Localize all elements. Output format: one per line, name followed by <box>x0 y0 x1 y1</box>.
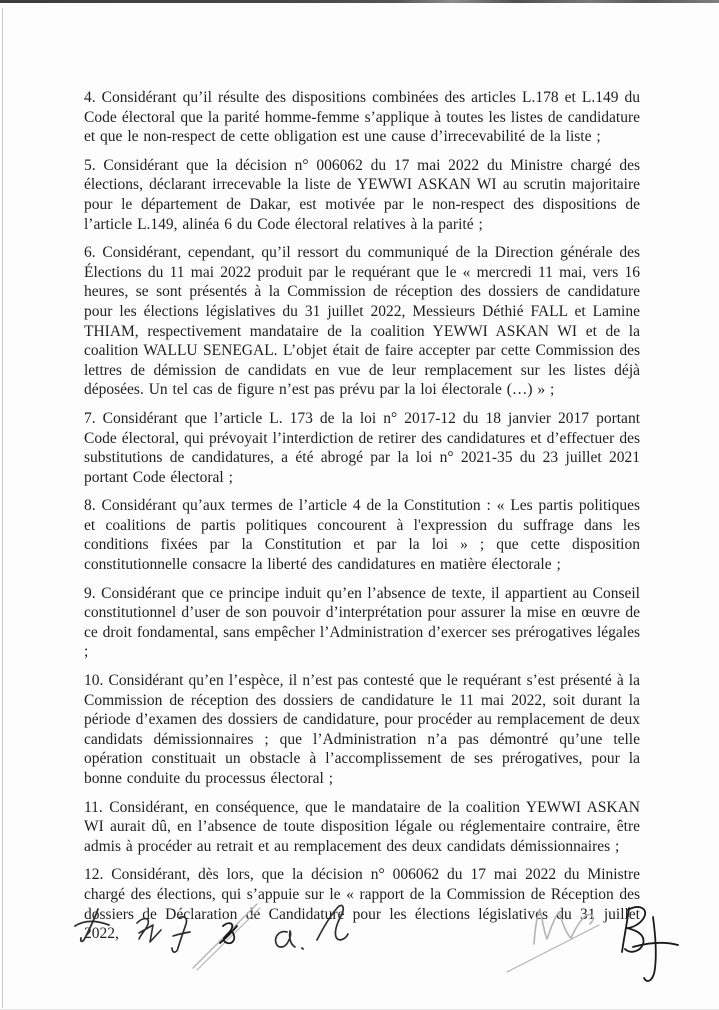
paragraph-considerant-10: 10. Considérant qu’en l’espèce, il n’est pas contesté que le requérant s’est présenté à la Commission de réception des dossiers de candidature le 11 mai 2022, soit durant la période d’examen des dossiers de candidature, pour procéder au remplacement de deux candidats démissionnaires ; que l’Administration n’a pas démontré qu’une telle opération constituait un obstacle à l’accomplissement de ses prérogatives, pour la bonne conduite du processus électoral ; <box>84 672 640 787</box>
paragraph-considerant-6: 6. Considérant, cependant, qu’il ressort du communiqué de la Direction générale des Élections du 11 mai 2022 produit par le requérant que le « mercredi 11 mai, vers 16 heures, se sont présentés à la Commission de réception des dossiers de candidature pour les élections législatives du 31 juillet 2022, Messieurs Déthié FALL et Lamine THIAM, respectivement mandataire de la coalition YEWWI ASKAN WI et de la coalition WALLU SENEGAL. L’objet était de faire accepter par cette Commission des lettres de démission de candidats en vue de leur remplacement sur les listes déjà déposées. Un tel cas de figure n’est pas prévu par la loi électorale (…) » ; <box>84 244 640 399</box>
signature-paraph-3 <box>172 917 190 952</box>
document-body <box>84 88 640 953</box>
paragraph-considerant-8: 8. Considérant qu’aux termes de l’article 4 de la Constitution : « Les partis politiques et coalitions de partis politiques concourent à l'expression du suffrage dans les conditions fixées par la Constitution et par la loi » ; que cette disposition constitutionnelle consacre la liberté des candidatures en matière électorale ; <box>84 497 640 574</box>
signature-paraph-7 <box>507 909 599 972</box>
paragraph-considerant-7: 7. Considérant que l’article L. 173 de la loi n° 2017-12 du 18 janvier 2017 portant Code électoral, qui prévoyait l’interdiction de retirer des candidatures et d’effectuer des substitutions de candidatures, a été abrogé par la loi n° 2021-35 du 23 juillet 2021 portant Code électoral ; <box>84 409 640 486</box>
scan-edge-left <box>2 8 3 1008</box>
paragraph-considerant-9: 9. Considérant que ce principe induit qu’en l’absence de texte, il appartient au Conseil constitutionnel d’user de son pouvoir d’interprétation pour assurer la mise en œuvre de ce droit fondamental, sans empêcher l’Administration d’exercer ses prérogatives légales ; <box>84 584 640 661</box>
signature-paraph-4 <box>193 904 260 970</box>
signature-paraph-6 <box>317 905 348 940</box>
signature-paraph-2 <box>137 919 161 942</box>
signatures-row <box>0 888 719 1010</box>
scan-edge-top <box>0 0 719 3</box>
paragraph-considerant-4: 4. Considérant qu’il résulte des dispositions combinées des articles L.178 et L.149 du Code électoral que la parité homme-femme s’applique à toutes les listes de candidature et que le non-respect de cette obligation est une cause d’irrecevabilité de la liste ; <box>84 89 640 146</box>
signature-paraph-5 <box>276 931 303 949</box>
paragraph-considerant-11: 11. Considérant, en conséquence, que le mandataire de la coalition YEWWI ASKAN WI aurait dû, en l’absence de toute disposition légale ou réglementaire contraire, être admis à procéder au retrait et au remplacement des deux candidats démissionnaires ; <box>84 798 640 855</box>
paragraph-considerant-5: 5. Considérant que la décision n° 006062 du 17 mai 2022 du Ministre chargé des élections, déclarant irrecevable la liste de YEWWI ASKAN WI au scrutin majoritaire pour le département de Dakar, est motivée par le non-respect des dispositions de l’article L.149, alinéa 6 du Code électoral relatives à la parité ; <box>84 156 640 233</box>
signature-paraph-8 <box>622 907 678 981</box>
paragraph-considerant-12: 12. Considérant, dès lors, que la décision n° 006062 du 17 mai 2022 du Ministre chargé des élections, qui s’appuie sur le « rapport de la Commission de Réception des dossiers de Déclaration de Candidature pour les élections législatives du 31 juillet 2022, <box>84 866 640 943</box>
signature-paraph-1 <box>75 909 109 941</box>
